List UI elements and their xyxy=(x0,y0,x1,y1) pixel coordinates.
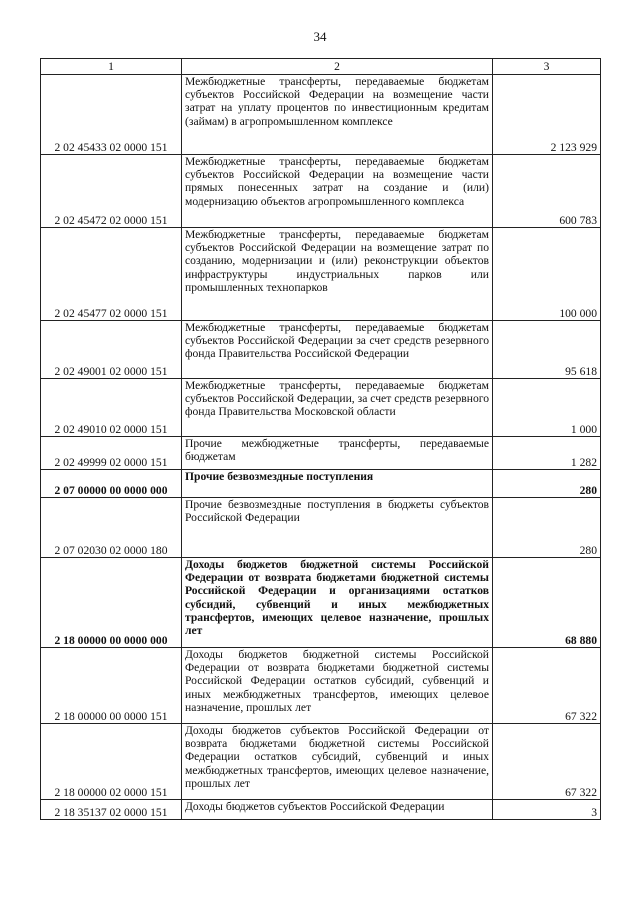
row-description: Межбюджетные трансферты, передаваемые бюджетам субъектов Российской Федерации на возмещение части прямых понесенных затрат на создание и (или) модернизацию объектов агропромышленного комплекса xyxy=(182,155,493,228)
row-amount: 68 880 xyxy=(493,558,601,648)
budget-code: 2 18 00000 02 0000 151 xyxy=(41,724,182,800)
row-description: Межбюджетные трансферты, передаваемые бюджетам субъектов Российской Федерации на возмещение части затрат на уплату процентов по инвестиционным кредитам (займам) в агропромышленном комплексе xyxy=(182,75,493,155)
table-row xyxy=(41,724,601,800)
row-amount: 600 783 xyxy=(493,155,601,228)
row-amount: 280 xyxy=(493,498,601,558)
row-description: Прочие безвозмездные поступления в бюджеты субъектов Российской Федерации xyxy=(182,498,493,558)
row-description: Доходы бюджетов бюджетной системы Российской Федерации от возврата бюджетами бюджетной системы Российской Федерации и организациями остатков субсидий, субвенций и иных межбюджетных трансфертов, имеющих целевое назначение, прошлых лет xyxy=(182,558,493,648)
table-row xyxy=(41,228,601,321)
table-row xyxy=(41,437,601,470)
budget-code: 2 02 49010 02 0000 151 xyxy=(41,379,182,437)
table-row xyxy=(41,800,601,820)
row-description: Доходы бюджетов субъектов Российской Федерации xyxy=(182,800,493,820)
table-row xyxy=(41,498,601,558)
table-row xyxy=(41,648,601,724)
table-body xyxy=(41,75,601,820)
table-row xyxy=(41,155,601,228)
row-amount: 3 xyxy=(493,800,601,820)
budget-code: 2 07 00000 00 0000 000 xyxy=(41,470,182,498)
page-number: 34 xyxy=(313,29,327,44)
table-row xyxy=(41,470,601,498)
table-row xyxy=(41,379,601,437)
header-col-1: 1 xyxy=(41,59,182,75)
row-description: Доходы бюджетов субъектов Российской Федерации от возврата бюджетами бюджетной системы Российской Федерации остатков субсидий, субвенций и иных межбюджетных трансфертов, имеющих целевое назначение, прошлых лет xyxy=(182,724,493,800)
row-description: Прочие межбюджетные трансферты, передаваемые бюджетам xyxy=(182,437,493,470)
table-header-row xyxy=(41,59,601,75)
row-description: Межбюджетные трансферты, передаваемые бюджетам субъектов Российской Федерации, за счет средств резервного фонда Правительства Московской области xyxy=(182,379,493,437)
budget-code: 2 07 02030 02 0000 180 xyxy=(41,498,182,558)
row-amount: 67 322 xyxy=(493,648,601,724)
budget-code: 2 02 45472 02 0000 151 xyxy=(41,155,182,228)
budget-code: 2 02 45477 02 0000 151 xyxy=(41,228,182,321)
row-amount: 1 282 xyxy=(493,437,601,470)
budget-table xyxy=(40,58,601,820)
budget-code: 2 02 49999 02 0000 151 xyxy=(41,437,182,470)
budget-code: 2 18 00000 00 0000 151 xyxy=(41,648,182,724)
row-description: Межбюджетные трансферты, передаваемые бюджетам субъектов Российской Федерации на возмещение затрат по созданию, модернизации и (или) реконструкции объектов инфраструктуры индустриальных парков или промышленных технопарков xyxy=(182,228,493,321)
row-amount: 95 618 xyxy=(493,321,601,379)
table-row xyxy=(41,558,601,648)
row-description: Межбюджетные трансферты, передаваемые бюджетам субъектов Российской Федерации за счет средств резервного фонда Правительства Российской Федерации xyxy=(182,321,493,379)
row-amount: 67 322 xyxy=(493,724,601,800)
budget-code: 2 02 45433 02 0000 151 xyxy=(41,75,182,155)
header-col-2: 2 xyxy=(182,59,493,75)
budget-code: 2 02 49001 02 0000 151 xyxy=(41,321,182,379)
row-amount: 100 000 xyxy=(493,228,601,321)
row-amount: 1 000 xyxy=(493,379,601,437)
row-amount: 280 xyxy=(493,470,601,498)
header-col-3: 3 xyxy=(493,59,601,75)
row-description: Прочие безвозмездные поступления xyxy=(182,470,493,498)
budget-code: 2 18 35137 02 0000 151 xyxy=(41,800,182,820)
row-amount: 2 123 929 xyxy=(493,75,601,155)
table-row xyxy=(41,321,601,379)
budget-code: 2 18 00000 00 0000 000 xyxy=(41,558,182,648)
row-description: Доходы бюджетов бюджетной системы Российской Федерации от возврата бюджетами бюджетной системы Российской Федерации остатков субсидий, субвенций и иных межбюджетных трансфертов, имеющих целевое назначение, прошлых лет xyxy=(182,648,493,724)
table-row xyxy=(41,75,601,155)
